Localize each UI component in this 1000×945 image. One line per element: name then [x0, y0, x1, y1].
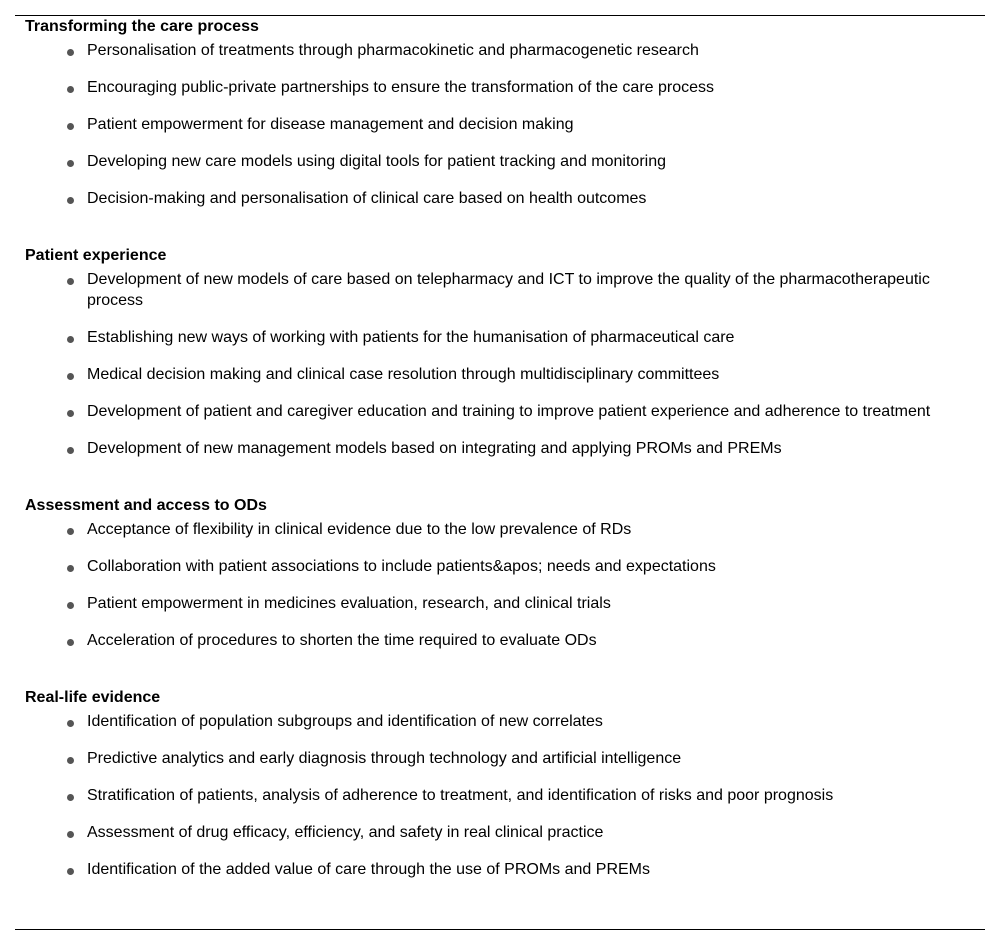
- bullet-list: [25, 519, 965, 651]
- list-item: [25, 630, 965, 651]
- bullet-icon: [67, 720, 74, 727]
- list-item: [25, 364, 965, 385]
- list-item: [25, 785, 965, 806]
- list-item: [25, 401, 965, 422]
- list-item: [25, 151, 965, 172]
- section-patient-experience: [25, 246, 965, 459]
- bullet-icon: [67, 278, 74, 285]
- list-item-text: Developing new care models using digital tools for patient tracking and monitoring: [87, 153, 666, 170]
- list-item-text: Stratification of patients, analysis of adherence to treatment, and identification of risks and poor prognosis: [87, 787, 834, 804]
- list-item-text: Patient empowerment for disease management and decision making: [87, 116, 574, 133]
- section-title: Real-life evidence: [25, 689, 161, 706]
- bullet-icon: [67, 336, 74, 343]
- document-body: [25, 17, 965, 880]
- list-item-text: Decision-making and personalisation of clinical care based on health outcomes: [87, 190, 647, 207]
- section-transforming-care-process: [25, 17, 965, 209]
- bullet-icon: [67, 410, 74, 417]
- bullet-icon: [67, 639, 74, 646]
- list-item-text: Identification of population subgroups and identification of new correlates: [87, 713, 603, 730]
- top-rule: [15, 15, 985, 16]
- list-item-text: Acceleration of procedures to shorten the time required to evaluate ODs: [87, 632, 597, 649]
- bottom-rule: [15, 929, 985, 930]
- list-item: [25, 519, 965, 540]
- bullet-icon: [67, 49, 74, 56]
- bullet-icon: [67, 868, 74, 875]
- list-item: [25, 859, 965, 880]
- bullet-list: [25, 711, 965, 880]
- list-item-text: Encouraging public-private partnerships to ensure the transformation of the care process: [87, 79, 715, 96]
- list-item-text: Identification of the added value of care through the use of PROMs and PREMs: [87, 861, 650, 878]
- list-item: [25, 188, 965, 209]
- bullet-icon: [67, 565, 74, 572]
- bullet-icon: [67, 528, 74, 535]
- bullet-list: [25, 269, 965, 459]
- list-item-text: Patient empowerment in medicines evaluation, research, and clinical trials: [87, 595, 611, 612]
- list-item-text: Establishing new ways of working with patients for the humanisation of pharmaceutical care: [87, 329, 735, 346]
- section-title: Assessment and access to ODs: [25, 497, 267, 514]
- list-item: [25, 556, 965, 577]
- list-item: [25, 711, 965, 732]
- list-item: [25, 327, 965, 348]
- list-item-text: Personalisation of treatments through pharmacokinetic and pharmacogenetic research: [87, 42, 699, 59]
- section-title: Patient experience: [25, 247, 167, 264]
- list-item: [25, 438, 965, 459]
- bullet-icon: [67, 447, 74, 454]
- list-item-text: Development of new management models based on integrating and applying PROMs and PREMs: [87, 440, 782, 457]
- list-item: [25, 269, 965, 311]
- section-title: Transforming the care process: [25, 18, 259, 35]
- bullet-icon: [67, 831, 74, 838]
- section-real-life-evidence: [25, 688, 965, 880]
- list-item: [25, 822, 965, 843]
- list-item-text: Collaboration with patient associations to include patients&apos; needs and expectations: [87, 558, 716, 575]
- list-item: [25, 40, 965, 61]
- section-assessment-access-ods: [25, 496, 965, 651]
- list-item: [25, 77, 965, 98]
- list-item-text: Acceptance of flexibility in clinical evidence due to the low prevalence of RDs: [87, 521, 632, 538]
- bullet-icon: [67, 160, 74, 167]
- list-item: [25, 114, 965, 135]
- bullet-icon: [67, 602, 74, 609]
- list-item-text: Assessment of drug efficacy, efficiency, and safety in real clinical practice: [87, 824, 604, 841]
- bullet-icon: [67, 794, 74, 801]
- list-item-text: Development of new models of care based on telepharmacy and ICT to improve the quality of the pharmacotherapeutic process: [87, 271, 930, 309]
- bullet-icon: [67, 373, 74, 380]
- bullet-icon: [67, 197, 74, 204]
- bullet-icon: [67, 123, 74, 130]
- list-item: [25, 593, 965, 614]
- list-item: [25, 748, 965, 769]
- bullet-icon: [67, 86, 74, 93]
- bullet-icon: [67, 757, 74, 764]
- bullet-list: [25, 40, 965, 209]
- list-item-text: Medical decision making and clinical case resolution through multidisciplinary committees: [87, 366, 720, 383]
- list-item-text: Predictive analytics and early diagnosis through technology and artificial intelligence: [87, 750, 682, 767]
- list-item-text: Development of patient and caregiver education and training to improve patient experience and adherence to treatment: [87, 403, 931, 420]
